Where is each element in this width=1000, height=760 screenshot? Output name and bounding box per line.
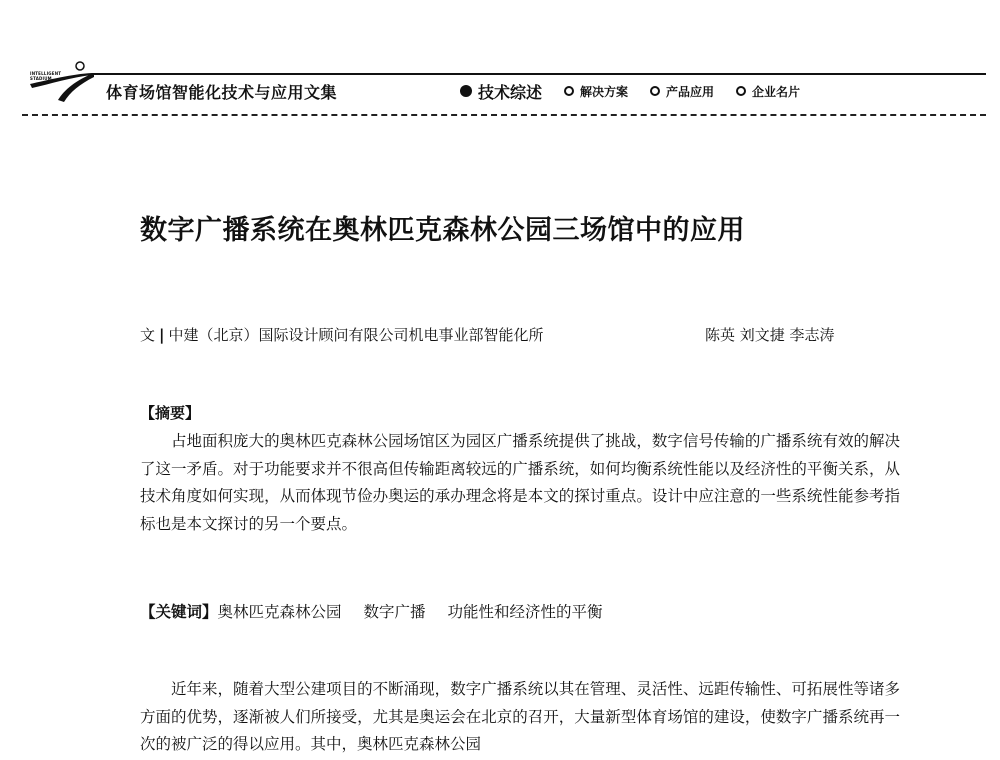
filled-bullet-icon — [460, 85, 472, 97]
body-paragraph: 近年来，随着大型公建项目的不断涌现，数字广播系统以其在管理、灵活性、远距传输性、可拓展性等诸多方面的优势，逐渐被人们所接受，尤其是奥运会在北京的召开，大量新型体育场馆的建设，使数字广播系统再一次的被广泛的得以应用。其中，奥林匹克森林公园 — [140, 680, 900, 753]
keyword: 功能性和经济性的平衡 — [447, 603, 603, 621]
ring-bullet-icon — [564, 86, 574, 96]
abstract-paragraph: 占地面积庞大的奥林匹克森林公园场馆区为园区广播系统提供了挑战，数字信号传输的广播系统有效的解决了这一矛盾。对于功能要求并不很高但传输距离较远的广播系统，如何均衡系统性能以及经济性的平衡关系，从技术角度如何实现，从而体现节俭办奥运的承办理念将是本文的探讨重点。设计中应注意的一些系统性能参考指标也是本文探讨的另一个要点。 — [140, 432, 900, 533]
header-top-rule — [92, 73, 986, 75]
header-dashed-rule — [22, 114, 986, 116]
category-tech-review[interactable] — [460, 80, 542, 103]
keywords-line — [140, 600, 625, 622]
byline — [140, 324, 544, 345]
keywords-heading: 【关键词】 — [140, 603, 218, 621]
page-header — [0, 60, 1000, 120]
abstract-heading: 【摘要】 — [140, 404, 201, 422]
author-names: 陈英 刘文捷 李志涛 — [705, 326, 835, 344]
swoosh-logo-icon — [28, 60, 98, 104]
category-nav — [460, 80, 822, 102]
intelligent-stadium-logo — [28, 60, 98, 104]
logo-text-line1: INTELLIGENT — [30, 71, 62, 76]
keyword: 数字广播 — [363, 603, 426, 621]
category-label: 产品应用 — [666, 84, 715, 99]
category-label: 解决方案 — [580, 84, 629, 99]
keyword: 奥林匹克森林公园 — [217, 603, 342, 621]
logo-text-line2: STADIUM — [30, 76, 52, 81]
category-company-cards[interactable] — [736, 83, 800, 100]
category-solutions[interactable] — [564, 83, 628, 100]
byline-separator: | — [159, 326, 165, 344]
byline-prefix: 文 — [140, 326, 156, 344]
category-label: 技术综述 — [478, 82, 543, 102]
category-label: 企业名片 — [752, 84, 801, 99]
ring-bullet-icon — [650, 86, 660, 96]
category-product-applications[interactable] — [650, 83, 714, 100]
author-organization: 中建（北京）国际设计顾问有限公司机电事业部智能化所 — [168, 326, 544, 344]
article-title: 数字广播系统在奥林匹克森林公园三场馆中的应用 — [140, 215, 745, 246]
ring-bullet-icon — [736, 86, 746, 96]
series-title: 体育场馆智能化技术与应用文集 — [106, 83, 338, 102]
